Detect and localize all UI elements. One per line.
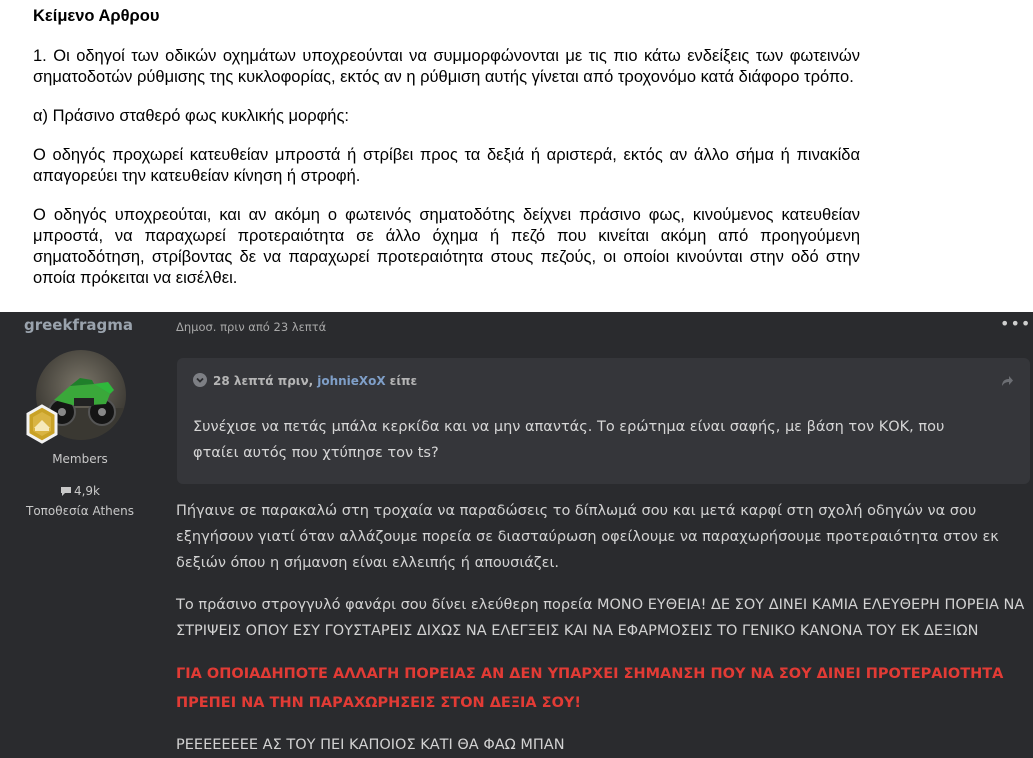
article-title: Κείμενο Αρθρου — [33, 7, 160, 25]
post-count — [0, 484, 160, 500]
more-options-icon[interactable]: ••• — [1000, 314, 1032, 333]
article-paragraph: Ο οδηγός υποχρεούται, και αν ακόμη ο φωτεινός σηματοδότης δείχνει πράσινο φως, κινούμενος κατευθείαν μπροστά, να παραχωρεί προτεραιότητα σε άλλο όχημα ή πεζό που κινείται ακόμη από προηγούμενη σηματοδότηση, στρίβοντας δε να παραχωρεί προτεραιότητα στους πεζούς, οι οποίοι κινούνται στην οδό στην οποία πρόκειται να εισέλθει. — [33, 206, 860, 287]
post-timestamp[interactable]: Δημοσ. πριν από 23 λεπτά — [176, 320, 327, 334]
author-username[interactable]: greekfragma — [24, 316, 133, 334]
post-count-value: 4,9k — [73, 484, 101, 498]
rank-badge-icon — [22, 404, 62, 444]
post-paragraph: Πήγαινε σε παρακαλώ στη τροχαία να παραδώσεις το δίπλωμά σου και μετά καρφί στη σχολή οδηγών να σου εξηγήσουν γιατί όταν αλλάζουμε πορεία σε διασταύρωση οφείλουμε να παραχωρήσουμε προτεραιότητα στον εκ δεξιών όπου η σήμανση είναι ελλειπής ή απουσιάζει. — [176, 503, 999, 571]
comment-icon — [60, 486, 72, 500]
article-document — [0, 0, 1033, 312]
author-panel — [0, 312, 165, 758]
quote-header — [193, 372, 417, 390]
quote-text: Συνέχισε να πετάς μπάλα κερκίδα και να μην απαντάς. Το ερώτημα είναι σαφής, με βάση τον ΚΟΚ, που φταίει αυτός που χτύπησε τον ts? — [193, 419, 945, 461]
forum-post — [0, 312, 1033, 758]
share-icon[interactable] — [1000, 373, 1014, 387]
post-paragraph: ΡΕΕΕΕΕΕΕΕ ΑΣ ΤΟΥ ΠΕΙ ΚΑΠΟΙΟΣ ΚΑΤΙ ΘΑ ΦΑΩ ΜΠΑΝ — [176, 737, 565, 753]
member-group: Members — [52, 452, 108, 466]
quote-chevron-icon[interactable] — [193, 373, 207, 390]
quoted-username[interactable]: johnieXoX — [317, 374, 386, 388]
quote-said: είπε — [389, 374, 418, 388]
quote-block — [177, 358, 1030, 484]
article-paragraph: α) Πράσινο σταθερό φως κυκλικής μορφής: — [33, 107, 350, 125]
quote-time: 28 λεπτά πριν, — [213, 374, 314, 388]
post-emphasis-paragraph: ΓΙΑ ΟΠΟΙΑΔΗΠΟΤΕ ΑΛΛΑΓΗ ΠΟΡΕΙΑΣ ΑΝ ΔΕΝ ΥΠΑΡΧΕΙ ΣΗΜΑΝΣΗ ΠΟΥ ΝΑ ΣΟΥ ΔΙΝΕΙ ΠΡΟΤΕΡΑΙΟΤΗΤΑ ΠΡΕΠΕΙ ΝΑ ΤΗΝ ΠΑΡΑΧΩΡΗΣΕΙΣ ΣΤΟΝ ΔΕΞΙΑ ΣΟΥ! — [176, 666, 1004, 711]
article-paragraph: 1. Οι οδηγοί των οδικών οχημάτων υποχρεούνται να συμμορφώνονται με τις πιο κάτω ενδείξεις των φωτεινών σηματοδοτών ρύθμισης της κυκλοφορίας, εκτός αν η ρύθμιση αυτής γίνεται από τροχονόμο κατά διάφορο τρόπο. — [33, 47, 860, 86]
post-body — [176, 498, 1031, 758]
post-paragraph: Το πράσινο στρογγυλό φανάρι σου δίνει ελεύθερη πορεία ΜΟΝΟ ΕΥΘΕΙΑ! ΔΕ ΣΟΥ ΔΙΝΕΙ ΚΑΜΙΑ ΕΛΕΥΘΕΡΗ ΠΟΡΕΙΑ ΝΑ ΣΤΡΙΨΕΙΣ ΟΠΟΥ ΕΣΥ ΓΟΥΣΤΑΡΕΙΣ ΔΙΧΩΣ ΝΑ ΕΛΕΓΞΕΙΣ ΚΑΙ ΝΑ ΕΦΑΡΜΟΣΕΙΣ ΤΟ ΓΕΝΙΚΟ ΚΑΝΟΝΑ ΤΟΥ ΕΚ ΔΕΞΙΩΝ — [176, 597, 1025, 639]
article-paragraph: Ο οδηγός προχωρεί κατευθείαν μπροστά ή στρίβει προς τα δεξιά ή αριστερά, εκτός αν άλλο σήμα ή πινακίδα απαγορεύει την κατευθείαν κίνηση ή στροφή. — [33, 146, 860, 185]
author-location: Τοποθεσία Athens — [25, 504, 134, 518]
